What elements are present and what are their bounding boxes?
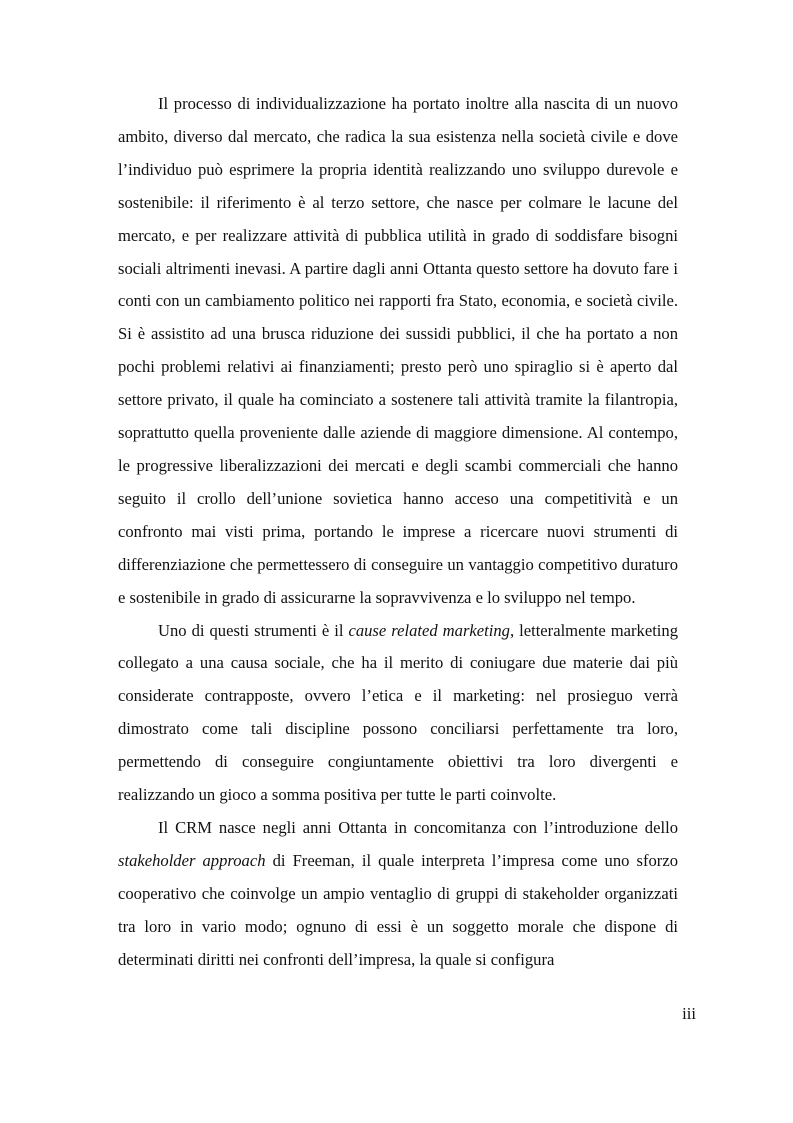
page-number: iii <box>682 1004 696 1023</box>
paragraph-third-sector <box>118 88 678 615</box>
paragraph-third-sector-text: Il processo di individualizzazione ha portato inoltre alla nascita di un nuovo ambito, diverso dal mercato, che radica la sua esistenza nella società civile e dove l’individuo può esprimere la propria identità realizzando uno sviluppo durevole e sostenibile: il riferimento è al terzo settore, che nasce per colmare le lacune del mercato, e per realizzare attività di pubblica utilità in grado di soddisfare bisogni sociali altrimenti inevasi. A partire dagli anni Ottanta questo settore ha dovuto fare i conti con un cambiamento politico nei rapporti fra Stato, economia, e società civile. Si è assistito ad una brusca riduzione dei sussidi pubblici, il che ha portato a non pochi problemi relativi ai finanziamenti; presto però uno spiraglio si è aperto dal settore privato, il quale ha cominciato a sostenere tali attività tramite la filantropia, soprattutto quella proveniente dalle aziende di maggiore dimensione. Al contempo, le progressive liberalizzazioni dei mercati e degli scambi commerciali che hanno seguito il crollo dell’unione sovietica hanno acceso una competitività e un confronto mai visti prima, portando le imprese a ricercare nuovi strumenti di differenziazione che permettessero di conseguire un vantaggio competitivo duraturo e sostenibile in grado di assicurarne la sopravvivenza e lo sviluppo nel tempo. <box>118 94 678 607</box>
paragraph-stakeholder-text-before: Il CRM nasce negli anni Ottanta in concomitanza con l’introduzione dello <box>158 817 678 837</box>
paragraph-crm-text-after: , letteralmente marketing collegato a una causa sociale, che ha il merito di coniugare due materie dai più considerate contrapposte, ovvero l’etica e il marketing: nel prosieguo verrà dimostrato come tali discipline possono conciliarsi perfettamente tra loro, permettendo di conseguire congiuntamente obiettivi tra loro divergenti e realizzando un gioco a somma positiva per tutte le parti coinvolte. <box>118 620 679 805</box>
emphasis-cause-related-marketing: cause related marketing <box>348 620 510 640</box>
body-text <box>118 88 678 976</box>
paragraph-crm-text-before: Uno di questi strumenti è il <box>158 620 349 640</box>
emphasis-stakeholder-approach: stakeholder approach <box>118 850 266 870</box>
paragraph-cause-related-marketing <box>118 615 678 812</box>
paragraph-stakeholder-text-after: di Freeman, il quale interpreta l’impresa come uno sforzo cooperativo che coinvolge un ampio ventaglio di gruppi di stakeholder organizzati tra loro in vario modo; ognuno di essi è un soggetto morale che dispone di determinati diritti nei confronti dell’impresa, la quale si configura <box>118 850 678 969</box>
paragraph-stakeholder-approach <box>118 812 678 977</box>
